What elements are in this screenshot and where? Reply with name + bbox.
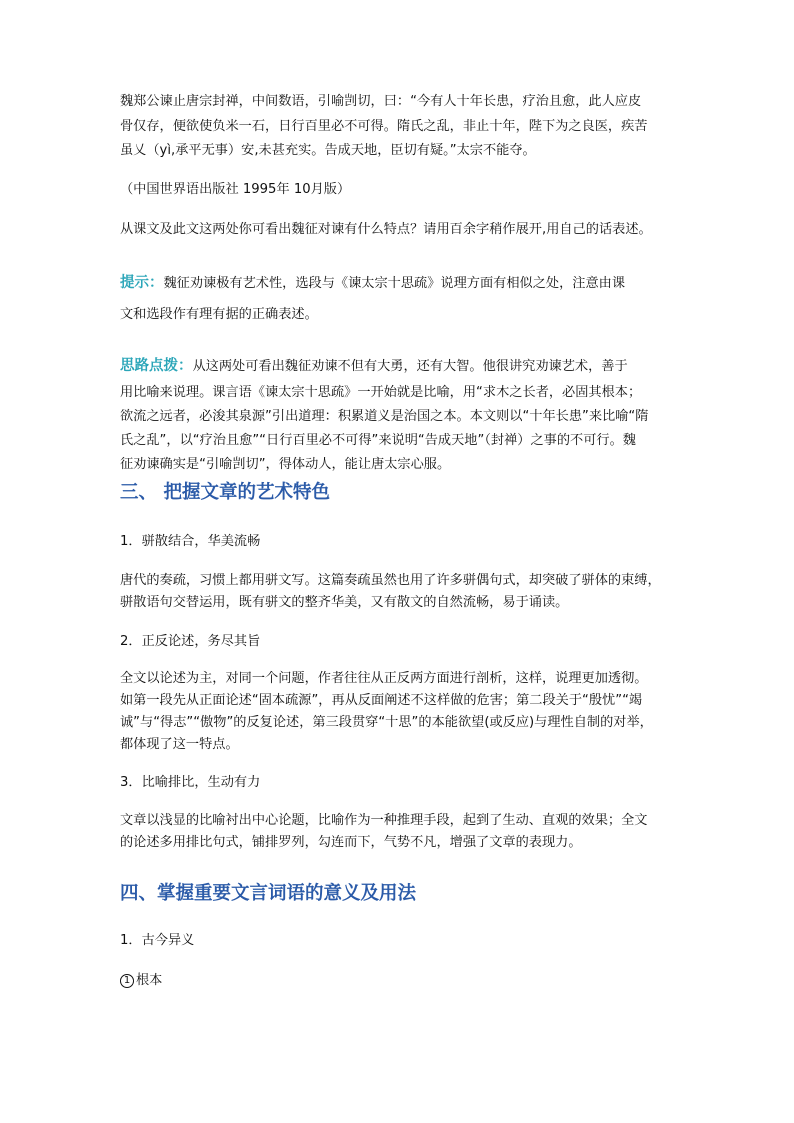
- passage-line: 骨仅存，便欲使负米一石，日行百里必不可得。隋氏之乱，非止十年，陛下为之良医，疾苦: [120, 119, 648, 134]
- section-heading-3: 三、 把握文章的艺术特色: [120, 482, 330, 503]
- item-heading: 3．比喻排比，生动有力: [120, 775, 261, 790]
- paragraph-line: 骈散语句交替运用，既有骈文的整齐华美，又有散文的自然流畅，易于诵读。: [120, 595, 569, 610]
- paragraph-line: 如第一段先从正面论述“固本疏源”，再从反面阐述不这样做的危害；第二段关于“殷忧”“竭: [120, 693, 643, 708]
- section-heading-4: 四、掌握重要文言词语的意义及用法: [120, 883, 417, 904]
- circled-number-icon: 1: [120, 974, 134, 988]
- question-text: 从课文及此文这两处你可看出魏征对谏有什么特点？请用百余字稍作展开,用自己的话表述。: [120, 222, 652, 237]
- analysis-line: 征劝谏确实是“引喻剀切”，得体动人，能让唐太宗心服。: [120, 457, 451, 472]
- analysis-line-1: [120, 356, 628, 377]
- hint-text: 魏征劝谏极有艺术性，选段与《谏太宗十思疏》说理方面有相似之处，注意由课: [163, 276, 626, 291]
- analysis-line: 欲流之远者，必浚其泉源”引出道理：积累道义是治国之本。本文则以“十年长患”来比喻“隋: [120, 409, 649, 424]
- item-heading: 1．骈散结合，华美流畅: [120, 534, 261, 549]
- analysis-label: 思路点拨：: [120, 358, 193, 374]
- paragraph-line: 唐代的奏疏，习惯上都用骈文写。这篇奏疏虽然也用了许多骈偶句式，却突破了骈体的束缚，: [120, 573, 661, 588]
- passage-source: （中国世界语出版社 1995年 10月版）: [120, 182, 351, 197]
- hint-line-1: [120, 273, 625, 294]
- sub-item-text: 根本: [136, 973, 163, 988]
- sub-item: [120, 971, 162, 991]
- paragraph-line: 全文以论述为主，对同一个问题，作者往往从正反两方面进行剖析，这样，说理更加透彻。: [120, 671, 648, 686]
- paragraph-line: 都体现了这一特点。: [120, 737, 239, 752]
- paragraph-line: 文章以浅显的比喻衬出中心论题，比喻作为一种推理手段，起到了生动、直观的效果；全文: [120, 813, 648, 828]
- paragraph-line: 诚”与“得志”“傲物”的反复论述，第三段贯穿“十思”的本能欲望(或反应)与理性自制的对举，: [120, 715, 653, 730]
- passage-line: 虽乂（yì,承平无事）安,未甚充实。告成天地，臣切有疑。”太宗不能夺。: [120, 143, 536, 158]
- hint-line-2: 文和选段作有理有据的正确表述。: [120, 307, 318, 322]
- item-heading: 1．古今异义: [120, 933, 195, 948]
- analysis-line: 用比喻来说理。课言语《谏太宗十思疏》一开始就是比喻，用“求木之长者，必固其根本；: [120, 385, 642, 400]
- hint-label: 提示：: [120, 275, 164, 291]
- passage-line: 魏郑公谏止唐宗封禅，中间数语，引喻剀切，曰：“今有人十年长患，疗治且愈，此人应皮: [120, 94, 642, 109]
- paragraph-line: 的论述多用排比句式，铺排罗列，勾连而下，气势不凡，增强了文章的表现力。: [120, 835, 582, 850]
- analysis-line: 氏之乱”，以“疗治且愈”“日行百里必不可得”来说明“告成天地”（封禅）之事的不可行。魏: [120, 433, 636, 448]
- analysis-text: 从这两处可看出魏征劝谏不但有大勇，还有大智。他很讲究劝谏艺术，善于: [192, 359, 628, 374]
- item-heading: 2．正反论述，务尽其旨: [120, 634, 261, 649]
